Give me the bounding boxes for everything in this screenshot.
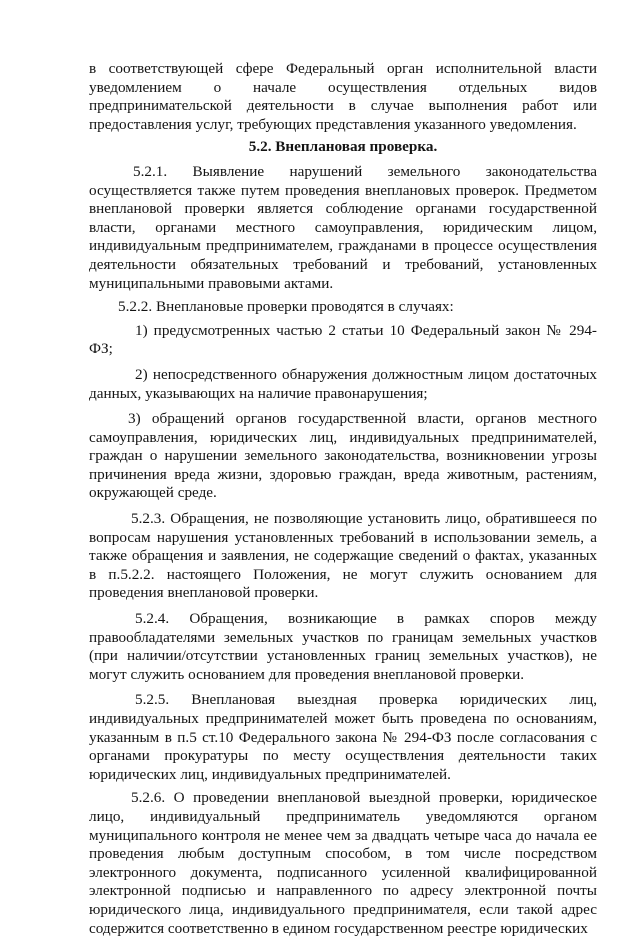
paragraph-5-2-4: 5.2.4. Обращения, возникающие в рамках споров между правообладателями земельных участков по границам земельных участков (при наличии/отсутствии установленных границ земельных участков), не могут служить основанием для проведения внеплановой проверки. [89,610,597,683]
document-page [89,60,597,938]
list-item-3: 3) обращений органов государственной власти, органов местного самоуправления, юридических лиц, индивидуальных предпринимателей, граждан о нарушении земельного законодательства, возникновении угрозы причинения вреда жизни, здоровью граждан, вреда животным, растениям, окружающей среде. [89,410,597,502]
intro-paragraph: в соответствующей сфере Федеральный орган исполнительной власти уведомлением о начале осуществления отдельных видов предпринимательской деятельности в случае выполнения работ или предоставления услуг, требующих представления указанного уведомления. [89,60,597,133]
paragraph-5-2-5: 5.2.5. Внеплановая выездная проверка юридических лиц, индивидуальных предпринимателей может быть проведена по основаниям, указанным в п.5 ст.10 Федерального закона № 294-ФЗ после согласования с органами прокуратуры по месту осуществления деятельности таких юридических лиц, индивидуальных предпринимателей. [89,691,597,783]
paragraph-5-2-1: 5.2.1. Выявление нарушений земельного законодательства осуществляется также путем проведения внеплановых проверок. Предметом внеплановой проверки является соблюдение органами государственной власти, органами местного самоуправления, юридическим лицом, индивидуальным предпринимателем, гражданами в процессе осуществления деятельности обязательных требований и требований, установленных муниципальными правовыми актами. [89,162,597,292]
section-heading: 5.2. Внеплановая проверка. [248,138,438,156]
list-item-2: 2) непосредственного обнаружения должностным лицом достаточных данных, указывающих на наличие правонарушения; [89,365,597,402]
paragraph-5-2-6: 5.2.6. О проведении внеплановой выездной проверки, юридическое лицо, индивидуальный предприниматель уведомляются органом муниципального контроля не менее чем за двадцать четыре часа до начала ее проведения любым доступным способом, в том числе посредством электронного документа, подписанного усиленной квалифицированной электронной подписью и направленного по адресу электронной почты юридического лица, индивидуального предпринимателя, если такой адрес содержится соответственно в едином государственном реестре юридических [89,789,597,937]
paragraph-5-2-2: 5.2.2. Внеплановые проверки проводятся в случаях: [118,298,454,316]
paragraph-5-2-3: 5.2.3. Обращения, не позволяющие установить лицо, обратившееся по вопросам нарушения установленных требований в использовании земель, а также обращения и заявления, не содержащие сведений о фактах, указанных в п.5.2.2. настоящего Положения, не могут служить основанием для проведения внеплановой проверки. [89,510,597,602]
list-item-1: 1) предусмотренных частью 2 статьи 10 Федеральный закон № 294-ФЗ; [89,321,597,358]
